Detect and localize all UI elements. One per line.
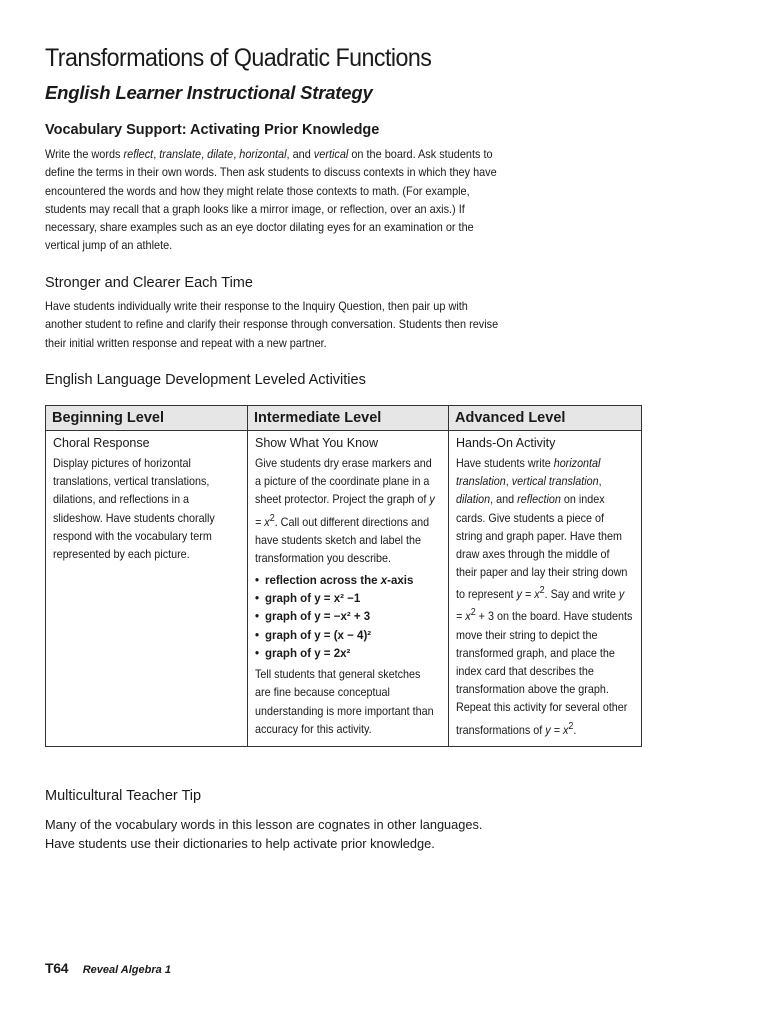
vocab-text-end: on the board. Ask students to define the terms in their own words. Then ask students to discuss contexts in which they have encountered the words and how they might relate those contexts to math. (For example, students may recall that a graph looks like a mirror image, or reflection, over an axis.) If necessary, share examples such as an eye doctor dilating eyes for an examination or the vertical jump of an athlete. (45, 148, 497, 253)
advanced-term: reflection (517, 493, 561, 507)
list-item: • graph of y = 2x² (255, 645, 441, 663)
list-item: • graph of y = (x − 4)² (255, 627, 441, 645)
tip-line-2: Have students use their dictionaries to help activate prior knowledge. (45, 836, 435, 851)
header-advanced: Advanced Level (449, 406, 642, 431)
advanced-exponent: 2 (470, 607, 476, 619)
vocab-word-translate: translate (159, 148, 202, 161)
eld-heading: English Language Development Leveled Activities (45, 372, 366, 388)
vocab-sep: , (201, 148, 208, 161)
advanced-text: . Say and write (544, 588, 619, 602)
beginning-cell (46, 431, 248, 747)
advanced-text: , and (490, 493, 518, 507)
vocab-heading: Vocabulary Support: Activating Prior Knowledge (45, 122, 380, 138)
advanced-text: , (505, 475, 512, 489)
intermediate-equation: y = x (255, 493, 435, 529)
table-body-row (46, 431, 642, 747)
advanced-equation: y = x (516, 588, 540, 602)
list-item: • graph of y = x² −1 (255, 590, 441, 608)
intermediate-cell (248, 431, 449, 747)
transformation-list (255, 572, 441, 663)
advanced-text: + 3 on the board. Have students move their string to depict the transformed graph, and place the index card that describes the transformation above the graph. Repeat this activity for several other transformations of (456, 610, 633, 737)
advanced-text: Have students write (456, 457, 554, 470)
advanced-activity-text (456, 455, 633, 740)
intermediate-activity-title: Show What You Know (255, 436, 378, 450)
advanced-term: dilation (456, 493, 491, 507)
advanced-term: horizontal translation (456, 457, 601, 489)
stronger-paragraph: Have students individually write their response to the Inquiry Question, then pair up with another student to refine and clarify their response through conversation. Students then revise their initial written response and repeat with a new partner. (45, 300, 499, 350)
list-item-text: -axis (387, 575, 414, 588)
advanced-term: vertical translation (511, 475, 599, 489)
list-item-var: x (380, 575, 388, 588)
intermediate-exponent: 2 (269, 512, 275, 524)
tip-line-1: Many of the vocabulary words in this lesson are cognates in other languages. (45, 817, 483, 832)
tip-heading: Multicultural Teacher Tip (45, 788, 202, 804)
page-title: Transformations of Quadratic Functions (45, 44, 432, 72)
advanced-exponent: 2 (568, 720, 574, 732)
vocab-sep: , and (286, 148, 314, 161)
stronger-heading: Stronger and Clearer Each Time (45, 275, 253, 291)
vocab-sep: , (233, 148, 240, 161)
vocab-sep: , (153, 148, 160, 161)
advanced-activity-title: Hands-On Activity (456, 436, 556, 450)
advanced-equation: y = x (456, 588, 625, 624)
beginning-activity-title: Choral Response (53, 436, 150, 450)
advanced-equation: y = x (545, 723, 569, 737)
beginning-activity-text: Display pictures of horizontal translations, vertical translations, dilations, and reflections in a slideshow. Have students chorally respond with the vocabulary term represented by each picture. (53, 457, 215, 562)
intermediate-activity-text (255, 455, 435, 568)
intermediate-text-b: . Call out different directions and have students sketch and label the transformation you describe. (255, 515, 430, 565)
vocab-word-horizontal: horizontal (239, 148, 287, 161)
page-footer (45, 960, 171, 978)
header-intermediate: Intermediate Level (248, 406, 449, 431)
advanced-text: , (598, 475, 602, 489)
vocab-word-dilate: dilate (207, 148, 234, 161)
advanced-exponent: 2 (539, 585, 545, 597)
intermediate-text-a: Give students dry erase markers and a picture of the coordinate plane in a sheet protector. Project the graph of (255, 457, 432, 507)
list-item: • graph of y = −x² + 3 (255, 608, 441, 626)
leveled-activities-table (45, 405, 642, 747)
list-item-text: reflection across the (265, 575, 381, 588)
intermediate-closing-text: Tell students that general sketches are fine because conceptual understanding is more important than accuracy for this activity. (255, 668, 434, 736)
vocab-word-reflect: reflect (123, 148, 154, 161)
page-subtitle: English Learner Instructional Strategy (45, 82, 373, 103)
header-beginning: Beginning Level (46, 406, 248, 431)
vocab-text-start: Write the words (45, 148, 124, 161)
vocab-paragraph (45, 146, 506, 256)
advanced-text: on index cards. Give students a piece of string and graph paper. Have them draw axes through the middle of their paper and lay their string down to represent (456, 493, 628, 602)
advanced-cell (449, 431, 642, 747)
vocab-word-vertical: vertical (313, 148, 349, 161)
page-number: T64 (45, 960, 69, 976)
book-title: Reveal Algebra 1 (82, 964, 171, 976)
advanced-text: . (573, 723, 577, 737)
tip-paragraph (45, 815, 565, 853)
table-header-row (46, 406, 642, 431)
list-item (255, 572, 441, 590)
